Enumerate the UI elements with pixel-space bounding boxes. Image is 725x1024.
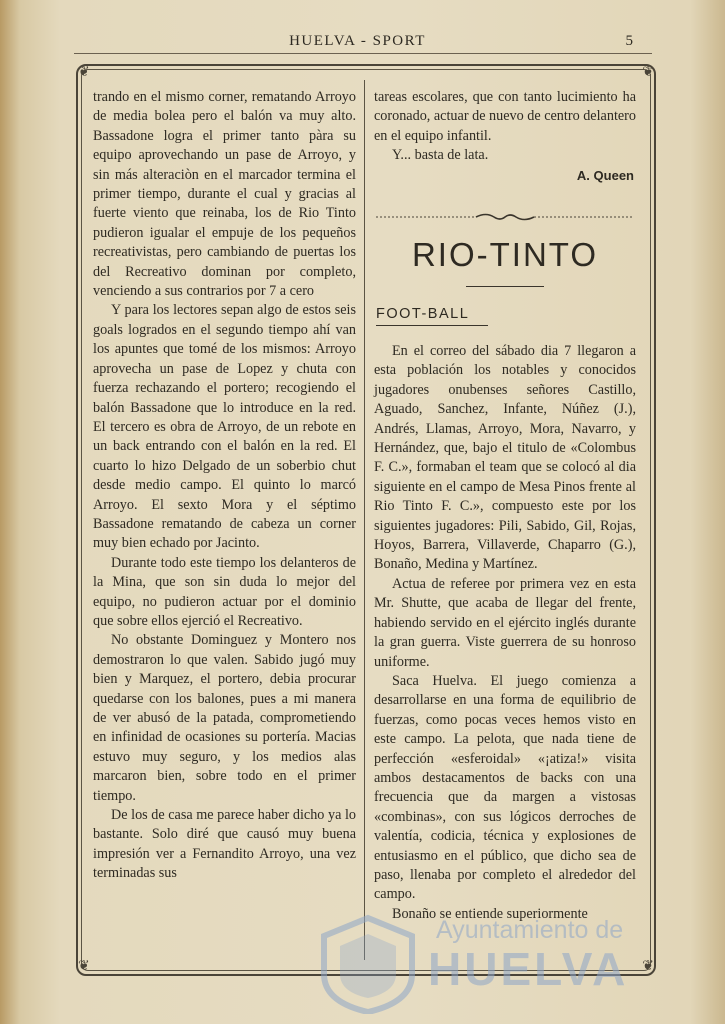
subsection-title: FOOT-BALL bbox=[376, 306, 470, 322]
corner-ornament-icon: ❦ bbox=[642, 959, 654, 974]
column-divider bbox=[364, 80, 365, 960]
paragraph: Actua de referee por primera vez en esta Mr. Shutte, que acaba de llegar del frente, habiendo servido en el ejército inglés durante la gran guerra. Viste guerrera de su honroso uniforme. bbox=[374, 575, 636, 670]
paragraph: En el correo del sábado dia 7 llegaron a esta población los notables y conocidos jugadores onubenses señores Castillo, Aguado, Sanchez, Infante, Núñez (J.), Andrés, Llamas, Arroyo, Mora, Navarro, y Hernández, que, bajo el titulo de «Colombus F. C.», formaban el team que se colocó al dia siguiente en el campo de Mesa Pinos frente al Rio Tinto F. C.», compuesto este por los siguientes jugadores: Pili, Sabido, Gil, Rojas, Hoyos, Barrera, Villaverde, Chaparro (G.), Bonaño, Medina y Martínez. bbox=[374, 343, 636, 573]
paragraph: trando en el mismo corner, rematando Arroyo de media bolea pero el balón va muy alto. Bassadone logra el primer tanto pàra su equipo aprovechando un pase de Arroyo, y sin más alteraciòn en el marcador termina el primer tiempo, durante el cual y gracias al fuerte viento que reinaba, los de Rio Tinto pudieron igualar el empuje de los pequeños recreativistas, pero cambiando de puertas los del Recreativo dominan por completo, venciendo a sus contrarios por 7 a cero bbox=[93, 89, 356, 300]
closing-line: Y... basta de lata. bbox=[392, 147, 489, 164]
page-header bbox=[70, 33, 645, 55]
corner-ornament-icon: ❦ bbox=[78, 65, 90, 80]
corner-ornament-icon: ❦ bbox=[642, 65, 654, 80]
paragraph: No obstante Dominguez y Montero nos demostraron lo que valen. Sabido jugó muy bien y Marquez, el portero, debia procurar quedarse con los balones, pues a mi manera de ver abusó de la patada, comprometiendo en infinidad de ocasiones su portería. Macias estuvo muy seguro, y los medios alas marcaron bien, sobre todo en el primer tiempo. bbox=[93, 632, 356, 804]
paragraph: tareas escolares, que con tanto lucimiento ha coronado, actuar de nuevo de centro delantero en el equipo infantil. bbox=[374, 89, 636, 144]
watermark-line2: HUELVA bbox=[428, 943, 629, 995]
subsection-underline bbox=[376, 325, 488, 326]
right-column-main bbox=[374, 342, 636, 924]
paragraph: Saca Huelva. El juego comienza a desarrollarse en una forma de equilibrio de fuerzas, como pocas veces hemos visto en este campo. La pelota, que nada tiene de perfección «esferoidal» «¡atiza!» visita ambos destacamentos de backs con una frecuencia que da margen a vistosas «combinas», con sus lógicos derroches de valentía, codicia, técnica y explosiones de entusiasmo en el público, que dicho sea de paso, llenaba por completo el alrededor del campo. bbox=[374, 672, 636, 903]
left-column bbox=[93, 88, 356, 884]
paragraph: Y para los lectores sepan algo de estos seis goals logrados en el segundo tiempo ahí van los apuntes que tomé de los mismos: Arroyo aprovecha un pase de Lopez y chuta con fuerza rechazando el portero; recogiendo el balón Bassadone que lo introduce en la red. El tercero es obra de Arroyo, de un rebote en un back entrando con el balón en la red. El cuarto lo hizo Delgado de un soberbio chut desde medio campo. El quinto lo marcó Arroyo. El sexto Mora y el séptimo Bassadone rematando de cabeza un corner muy bien echado por Jacinto. bbox=[93, 302, 356, 552]
running-title: HUELVA - SPORT bbox=[289, 33, 426, 49]
city-seal-icon bbox=[316, 914, 420, 1014]
page-number: 5 bbox=[625, 33, 633, 49]
paragraph: De los de casa me parece haber dicho ya lo bastante. Solo diré que causó muy buena impresión ver a Fernandito Arroyo, una vez terminadas sus bbox=[93, 807, 356, 882]
title-underline bbox=[466, 286, 544, 287]
header-rule bbox=[74, 53, 652, 54]
right-column-top bbox=[374, 88, 636, 185]
watermark bbox=[316, 912, 656, 1016]
section-ornament-icon bbox=[376, 211, 634, 223]
paragraph: Durante todo este tiempo los delanteros de la Mina, que son sin duda lo mejor del equipo, no pudieron actuar por el dominio que sobre ellos ejerció el Recreativo. bbox=[93, 554, 356, 629]
section-title: RIO-TINTO bbox=[411, 236, 599, 273]
corner-ornament-icon: ❦ bbox=[78, 959, 90, 974]
author-signature: A. Queen bbox=[576, 167, 634, 183]
paragraph: Bonaño se entiende superiormente bbox=[392, 905, 588, 922]
watermark-line1: Ayuntamiento de bbox=[436, 916, 624, 944]
